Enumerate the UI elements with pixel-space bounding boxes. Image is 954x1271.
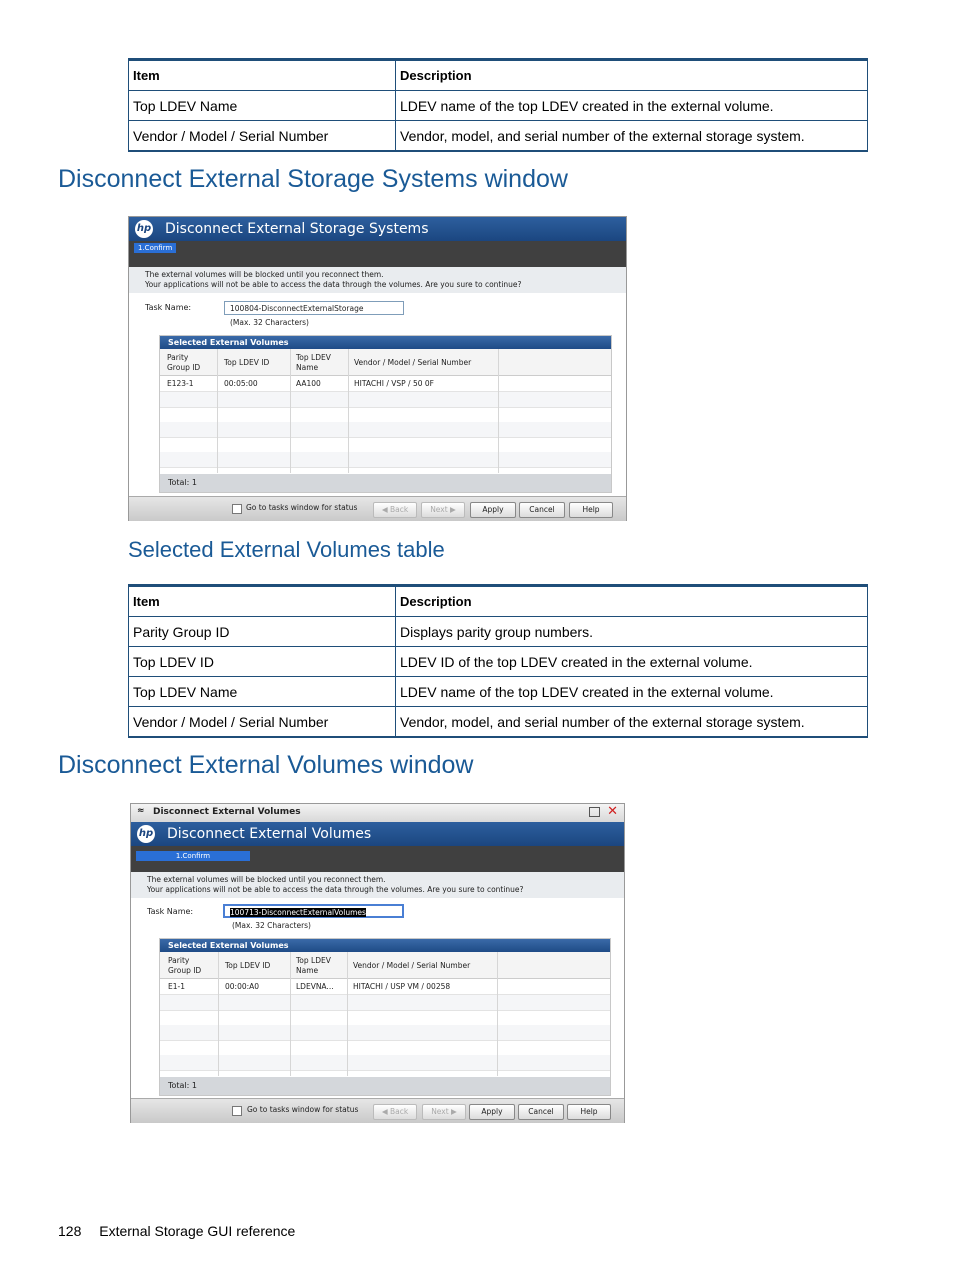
column-divider [347, 952, 348, 1076]
description-cell: Vendor, model, and serial number of the external storage system. [396, 707, 868, 738]
next-button[interactable]: Next ▶ [421, 502, 465, 518]
go-to-tasks-label: Go to tasks window for status [246, 503, 358, 512]
warning-message [131, 872, 624, 898]
empty-row [160, 1010, 610, 1026]
section-heading-volumes-table: Selected External Volumes table [128, 537, 445, 562]
description-cell: Vendor, model, and serial number of the external storage system. [396, 121, 868, 152]
cancel-button[interactable]: Cancel [518, 1104, 564, 1120]
table-row[interactable] [160, 979, 610, 995]
col-vendor-model-serial[interactable]: Vendor / Model / Serial Number [354, 358, 472, 367]
cell-parity-group-id: E1-1 [168, 982, 185, 991]
task-name-input[interactable]: 100804-DisconnectExternalStorage [224, 301, 404, 315]
maximize-icon[interactable] [589, 807, 600, 817]
col-top-ldev-name-2[interactable]: Name [296, 363, 319, 372]
hp-logo-icon: hp [137, 825, 155, 843]
column-header-row [160, 952, 610, 979]
description-cell: LDEV ID of the top LDEV created in the external volume. [396, 647, 868, 677]
back-button[interactable]: ◀ Back [373, 1104, 417, 1120]
column-divider [497, 952, 498, 1076]
table-header-row [129, 60, 868, 91]
header-item: Item [129, 60, 396, 91]
column-divider [498, 349, 499, 473]
window-frame-titlebar [131, 804, 624, 823]
description-cell: LDEV name of the top LDEV created in the external volume. [396, 677, 868, 707]
table-row [129, 677, 868, 707]
task-name-hint: (Max. 32 Characters) [230, 318, 309, 327]
item-cell: Top LDEV Name [129, 677, 396, 707]
message-line-2: Your applications will not be able to access the data through the volumes. Are you sure to continue? [147, 885, 524, 894]
hp-logo-icon: hp [135, 220, 153, 238]
window-title: Disconnect External Storage Systems [165, 221, 429, 237]
header-description: Description [396, 60, 868, 91]
cell-top-ldev-id: 00:00:A0 [225, 982, 260, 991]
description-cell: LDEV name of the top LDEV created in the external volume. [396, 91, 868, 121]
disconnect-volumes-window-screenshot [130, 803, 625, 1123]
go-to-tasks-checkbox[interactable] [232, 504, 242, 514]
column-header-row [160, 349, 611, 376]
table-header-row [129, 586, 868, 617]
back-button[interactable]: ◀ Back [373, 502, 417, 518]
item-description-table-2 [128, 584, 868, 738]
window-footer [129, 496, 626, 521]
col-parity-group-id-1[interactable]: Parity [168, 956, 190, 965]
empty-row [160, 452, 611, 468]
item-cell: Parity Group ID [129, 617, 396, 647]
task-name-input[interactable] [223, 904, 404, 918]
column-divider [217, 349, 218, 473]
col-parity-group-id-2[interactable]: Group ID [167, 363, 201, 372]
selected-volumes-title: Selected External Volumes [160, 336, 611, 349]
item-description-table-1 [128, 58, 868, 152]
empty-row [160, 422, 611, 438]
table-row [129, 707, 868, 738]
wizard-step-bar [131, 846, 624, 872]
empty-row [160, 1055, 610, 1071]
header-description: Description [396, 586, 868, 617]
column-divider [290, 952, 291, 1076]
empty-row [160, 437, 611, 453]
warning-message [129, 267, 626, 293]
col-parity-group-id-2[interactable]: Group ID [168, 966, 202, 975]
cell-parity-group-id: E123-1 [167, 379, 194, 388]
message-line-2: Your applications will not be able to access the data through the volumes. Are you sure to continue? [145, 280, 522, 289]
section-heading-storage-window: Disconnect External Storage Systems window [58, 165, 568, 193]
frame-title: Disconnect External Volumes [153, 807, 301, 817]
table-row [129, 91, 868, 121]
col-top-ldev-name-2[interactable]: Name [296, 966, 319, 975]
next-button[interactable]: Next ▶ [422, 1104, 466, 1120]
footer-section-title: External Storage GUI reference [99, 1223, 296, 1239]
item-cell: Top LDEV Name [129, 91, 396, 121]
close-icon[interactable]: ✕ [607, 804, 618, 819]
cell-vendor-model-serial: HITACHI / USP VM / 00258 [353, 982, 451, 991]
apply-button[interactable]: Apply [469, 1104, 515, 1120]
page-footer [58, 1223, 295, 1239]
cell-top-ldev-id: 00:05:00 [224, 379, 258, 388]
description-cell: Displays parity group numbers. [396, 617, 868, 647]
empty-row [160, 1040, 610, 1056]
table-row [129, 647, 868, 677]
cell-vendor-model-serial: HITACHI / VSP / 50 0F [354, 379, 434, 388]
selected-volumes-title: Selected External Volumes [160, 939, 610, 952]
column-divider [290, 349, 291, 473]
total-count: Total: 1 [168, 1081, 198, 1090]
message-line-1: The external volumes will be blocked until you reconnect them. [145, 270, 384, 279]
task-name-label: Task Name: [145, 303, 192, 312]
window-banner [131, 822, 624, 846]
help-button[interactable]: Help [567, 1104, 611, 1120]
window-banner [129, 217, 626, 241]
header-item: Item [129, 586, 396, 617]
col-top-ldev-name-1[interactable]: Top LDEV [296, 353, 331, 362]
task-name-value: 100713-DisconnectExternalVolumes [230, 908, 366, 917]
table-row [129, 121, 868, 152]
col-vendor-model-serial[interactable]: Vendor / Model / Serial Number [353, 961, 471, 970]
collapse-icon[interactable]: ≈ [137, 806, 145, 816]
go-to-tasks-label: Go to tasks window for status [247, 1105, 359, 1114]
column-divider [218, 952, 219, 1076]
empty-row [160, 392, 611, 408]
apply-button[interactable]: Apply [470, 502, 516, 518]
step-confirm[interactable]: 1.Confirm [134, 243, 176, 253]
item-cell: Vendor / Model / Serial Number [129, 121, 396, 152]
col-top-ldev-name-1[interactable]: Top LDEV [296, 956, 331, 965]
table-row[interactable] [160, 376, 611, 392]
step-confirm[interactable]: 1.Confirm [136, 851, 250, 861]
column-divider [348, 349, 349, 473]
window-title: Disconnect External Volumes [167, 826, 372, 842]
help-button[interactable]: Help [569, 502, 613, 518]
window-footer [131, 1098, 624, 1123]
col-top-ldev-id[interactable]: Top LDEV ID [224, 358, 270, 367]
selected-volumes-table [159, 335, 612, 493]
col-top-ldev-id[interactable]: Top LDEV ID [225, 961, 271, 970]
message-line-1: The external volumes will be blocked until you reconnect them. [147, 875, 386, 884]
cell-top-ldev-name: AA100 [296, 379, 321, 388]
task-name-label: Task Name: [147, 907, 194, 916]
page-number: 128 [58, 1223, 82, 1239]
task-name-hint: (Max. 32 Characters) [232, 921, 311, 930]
total-bar [160, 474, 611, 492]
empty-row [160, 1025, 610, 1041]
total-bar [160, 1077, 610, 1095]
total-count: Total: 1 [168, 478, 198, 487]
cancel-button[interactable]: Cancel [519, 502, 565, 518]
col-parity-group-id-1[interactable]: Parity [167, 353, 189, 362]
item-cell: Vendor / Model / Serial Number [129, 707, 396, 738]
wizard-step-bar [129, 241, 626, 267]
cell-top-ldev-name: LDEVNA... [296, 982, 334, 991]
table-row [129, 617, 868, 647]
disconnect-storage-window-screenshot [128, 216, 627, 521]
go-to-tasks-checkbox[interactable] [232, 1106, 242, 1116]
item-cell: Top LDEV ID [129, 647, 396, 677]
selected-volumes-table [159, 938, 611, 1096]
section-heading-volumes-window: Disconnect External Volumes window [58, 751, 474, 779]
empty-row [160, 407, 611, 423]
empty-row [160, 995, 610, 1011]
